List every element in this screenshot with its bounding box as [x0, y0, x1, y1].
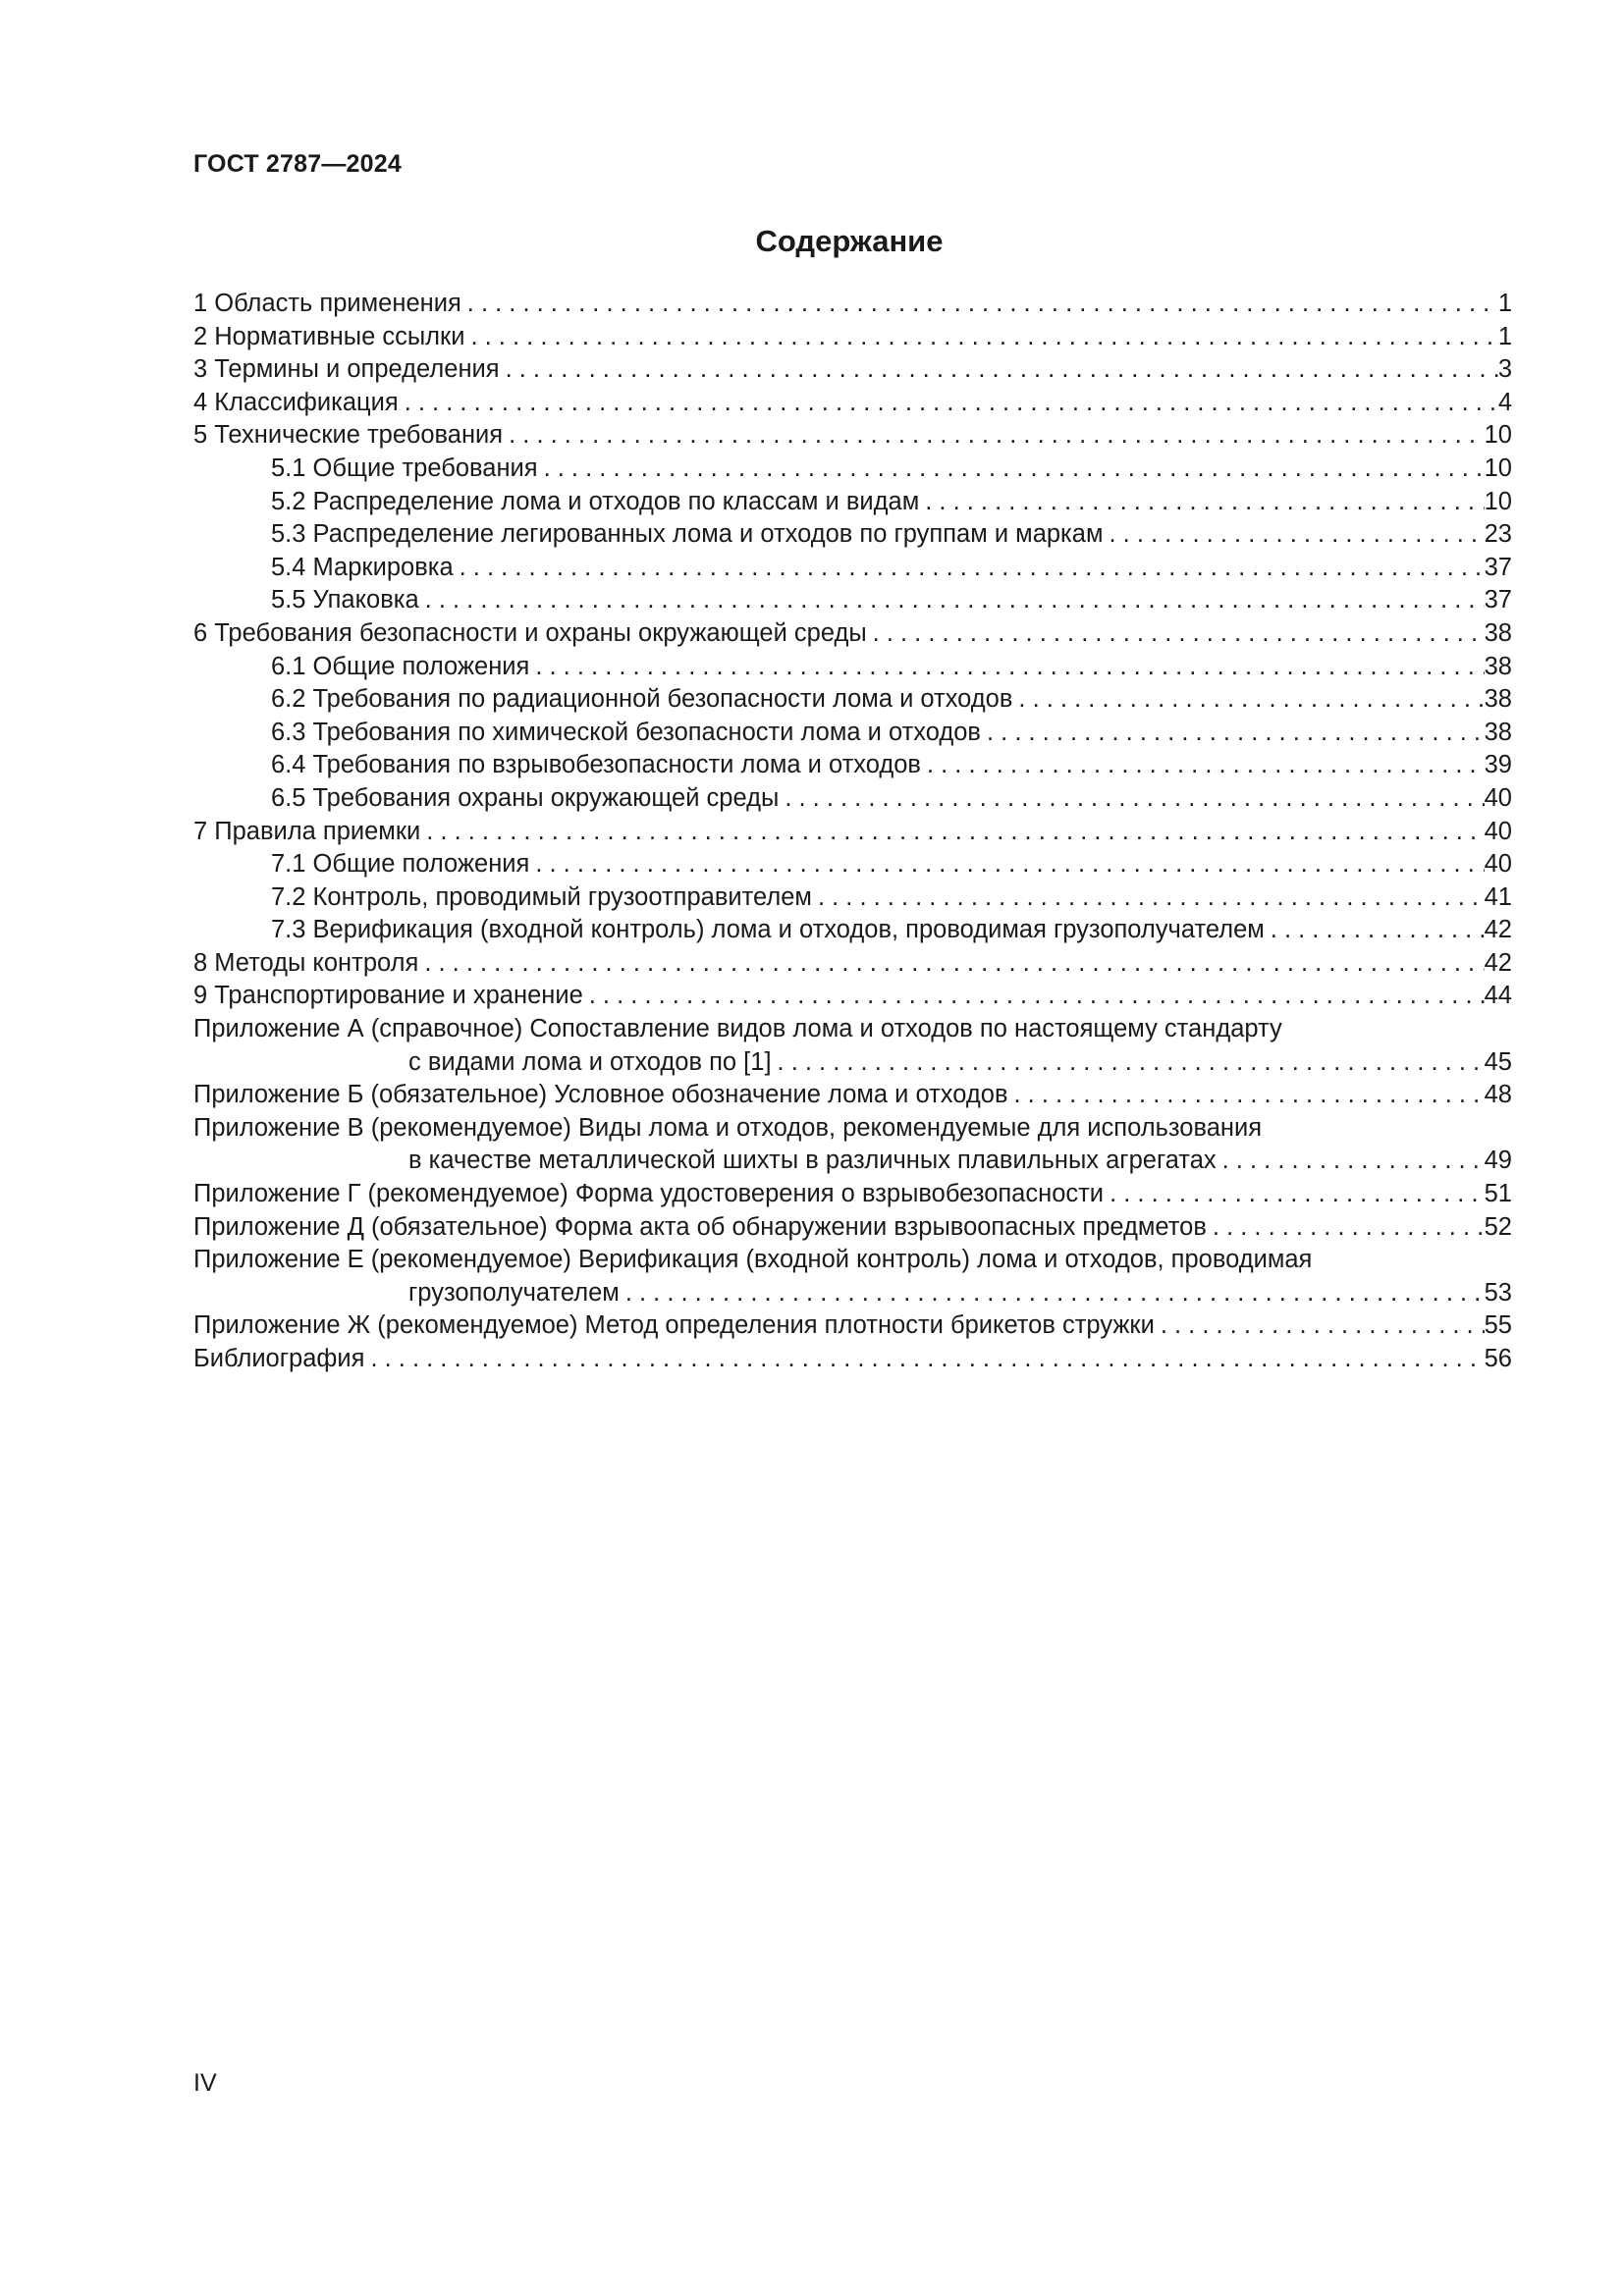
table-of-contents [193, 288, 1512, 1376]
toc-entry-page: 40 [1484, 850, 1512, 879]
toc-entry-title: Библиография [193, 1345, 365, 1372]
toc-entry-9[interactable] [193, 980, 1512, 1013]
toc-entry-title: 7.3 Верификация (входной контроль) лома и отходов, проводимая грузополучателем [271, 916, 1265, 944]
toc-leader-dots [503, 419, 1485, 453]
toc-entry-page: 42 [1484, 916, 1512, 944]
toc-entry-title: 6 Требования безопасности и охраны окружающей среды [193, 618, 867, 647]
toc-entry-6-1[interactable] [193, 651, 1512, 684]
toc-entry-title: 7.1 Общие положения [271, 850, 530, 879]
toc-entry-7[interactable] [193, 816, 1512, 849]
toc-leader-dots [812, 881, 1485, 915]
toc-leader-dots [919, 486, 1484, 519]
toc-entry-title: 5.5 Упаковка [271, 586, 419, 614]
toc-leader-dots [1155, 1309, 1485, 1343]
toc-entry-title: 5.3 Распределение легированных лома и отходов по группам и маркам [271, 520, 1104, 549]
toc-entry-page: 4 [1497, 388, 1512, 416]
toc-entry-title: 5.2 Распределение лома и отходов по классам и видам [271, 487, 920, 515]
toc-leader-dots [772, 1046, 1485, 1080]
toc-entry-title-line1: Приложение А (справочное) Сопоставление видов лома и отходов по настоящему стандарту [193, 1015, 1282, 1043]
toc-entry-page: 39 [1484, 751, 1512, 779]
toc-entry-7-2[interactable] [193, 881, 1512, 915]
toc-entry-6[interactable] [193, 617, 1512, 651]
toc-leader-dots [529, 651, 1484, 684]
toc-entry-6-4[interactable] [193, 749, 1512, 782]
toc-leader-dots [1104, 1178, 1485, 1211]
toc-leader-dots [364, 1343, 1484, 1376]
toc-entry-title: 9 Транспортирование и хранение [193, 982, 583, 1010]
toc-leader-dots [418, 947, 1484, 981]
toc-entry-5-3[interactable] [193, 518, 1512, 552]
toc-entry-page: 37 [1484, 586, 1512, 614]
toc-entry-page: 45 [1484, 1047, 1512, 1076]
toc-entry-page: 55 [1484, 1311, 1512, 1340]
toc-entry-7-1[interactable] [193, 848, 1512, 881]
toc-entry-title: 2 Нормативные ссылки [193, 322, 465, 350]
toc-entry-5-4[interactable] [193, 552, 1512, 585]
toc-entry-title: 5.4 Маркировка [271, 553, 454, 581]
toc-entry-page: 38 [1484, 618, 1512, 647]
toc-entry-5-1[interactable] [193, 453, 1512, 486]
toc-entry-title: 5 Технические требования [193, 421, 504, 450]
toc-leader-dots [1265, 914, 1485, 947]
toc-entry-title: 6.1 Общие положения [271, 652, 530, 680]
toc-entry-appendix-a[interactable] [193, 1013, 1512, 1079]
toc-entry-5[interactable] [193, 419, 1512, 453]
toc-entry-page: 44 [1484, 982, 1512, 1010]
toc-leader-dots [779, 782, 1484, 816]
toc-entry-page: 40 [1484, 817, 1512, 845]
toc-entry-page: 23 [1484, 520, 1512, 549]
toc-entry-page: 53 [1484, 1278, 1512, 1307]
toc-entry-page: 49 [1484, 1147, 1512, 1175]
toc-leader-dots [583, 980, 1485, 1013]
toc-entry-page: 37 [1484, 553, 1512, 581]
toc-entry-title: 6.4 Требования по взрывобезопасности лома и отходов [271, 751, 921, 779]
toc-leader-dots [464, 321, 1497, 354]
toc-entry-appendix-b[interactable] [193, 1079, 1512, 1112]
toc-entry-appendix-e[interactable] [193, 1244, 1512, 1309]
toc-entry-appendix-zh[interactable] [193, 1309, 1512, 1343]
toc-entry-title: Приложение Б (обязательное) Условное обозначение лома и отходов [193, 1081, 1008, 1109]
toc-leader-dots [1012, 683, 1484, 717]
toc-entry-page: 56 [1484, 1345, 1512, 1372]
toc-entry-appendix-g[interactable] [193, 1178, 1512, 1211]
toc-entry-title-line2: в качестве металлической шихты в различных плавильных агрегатах [408, 1147, 1217, 1175]
toc-entry-appendix-d[interactable] [193, 1211, 1512, 1245]
toc-entry-page: 51 [1484, 1180, 1512, 1208]
toc-entry-title: Приложение Д (обязательное) Форма акта об обнаружении взрывоопасных предметов [193, 1212, 1207, 1241]
toc-leader-dots [1104, 518, 1485, 552]
toc-entry-5-5[interactable] [193, 584, 1512, 617]
page-number: IV [193, 2069, 217, 2097]
toc-entry-title: 8 Методы контроля [193, 948, 419, 977]
toc-entry-page: 41 [1484, 882, 1512, 911]
toc-entry-6-3[interactable] [193, 717, 1512, 750]
toc-entry-page: 42 [1484, 948, 1512, 977]
toc-leader-dots [921, 749, 1485, 782]
toc-leader-dots [538, 453, 1485, 486]
toc-entry-title-line1: Приложение В (рекомендуемое) Виды лома и отходов, рекомендуемые для использования [193, 1113, 1263, 1142]
toc-entry-page: 38 [1484, 652, 1512, 680]
toc-entry-bibliography[interactable] [193, 1343, 1512, 1376]
toc-entry-title: Приложение Г (рекомендуемое) Форма удостоверения о взрывобезопасности [193, 1180, 1105, 1208]
toc-leader-dots [419, 584, 1485, 617]
toc-leader-dots [399, 387, 1498, 420]
toc-entry-title: 6.5 Требования охраны окружающей среды [271, 783, 780, 812]
toc-entry-page: 38 [1484, 685, 1512, 714]
toc-leader-dots [620, 1277, 1485, 1310]
toc-entry-title: 7 Правила приемки [193, 817, 421, 845]
toc-entry-page: 40 [1484, 783, 1512, 812]
toc-entry-6-2[interactable] [193, 683, 1512, 717]
toc-entry-title: 7.2 Контроль, проводимый грузоотправителем [271, 882, 812, 911]
toc-entry-title: 5.1 Общие требования [271, 454, 538, 482]
toc-entry-5-2[interactable] [193, 486, 1512, 519]
toc-leader-dots [981, 717, 1485, 750]
toc-entry-4[interactable] [193, 387, 1512, 420]
toc-entry-page: 52 [1484, 1212, 1512, 1241]
toc-entry-page: 3 [1497, 355, 1512, 384]
toc-entry-title: 3 Термины и определения [193, 355, 500, 384]
toc-entry-title: 6.2 Требования по радиационной безопасности лома и отходов [271, 685, 1013, 714]
toc-entry-6-5[interactable] [193, 782, 1512, 816]
toc-entry-8[interactable] [193, 947, 1512, 981]
toc-entry-page: 10 [1484, 454, 1512, 482]
toc-leader-dots [461, 288, 1498, 321]
toc-leader-dots [1008, 1079, 1485, 1112]
toc-leader-dots [867, 617, 1485, 651]
toc-leader-dots [1217, 1145, 1485, 1178]
toc-entry-title: 1 Область применения [193, 290, 461, 317]
toc-entry-3[interactable] [193, 353, 1512, 387]
toc-entry-appendix-v[interactable] [193, 1112, 1512, 1178]
toc-entry-page: 10 [1484, 421, 1512, 450]
toc-leader-dots [454, 552, 1485, 585]
document-code: ГОСТ 2787—2024 [193, 150, 402, 178]
toc-entry-title-line1: Приложение Е (рекомендуемое) Верификация (входной контроль) лома и отходов, проводимая [193, 1246, 1313, 1274]
toc-leader-dots [500, 353, 1498, 387]
toc-entry-title: 4 Классификация [193, 388, 399, 416]
toc-entry-title-line2: с видами лома и отходов по [1] [408, 1047, 772, 1076]
toc-entry-page: 38 [1484, 718, 1512, 746]
toc-leader-dots [529, 848, 1484, 881]
toc-entry-title-line2: грузополучателем [408, 1278, 620, 1307]
toc-entry-7-3[interactable] [193, 914, 1512, 947]
toc-entry-1[interactable] [193, 288, 1512, 321]
toc-entry-page: 48 [1484, 1081, 1512, 1109]
toc-entry-page: 10 [1484, 487, 1512, 515]
toc-title: Содержание [755, 224, 944, 258]
toc-entry-page: 1 [1497, 290, 1512, 317]
toc-leader-dots [420, 816, 1484, 849]
toc-leader-dots [1207, 1211, 1485, 1245]
toc-entry-2[interactable] [193, 321, 1512, 354]
toc-entry-title: Приложение Ж (рекомендуемое) Метод определения плотности брикетов стружки [193, 1311, 1155, 1340]
toc-entry-page: 1 [1497, 322, 1512, 350]
toc-entry-title: 6.3 Требования по химической безопасности лома и отходов [271, 718, 981, 746]
